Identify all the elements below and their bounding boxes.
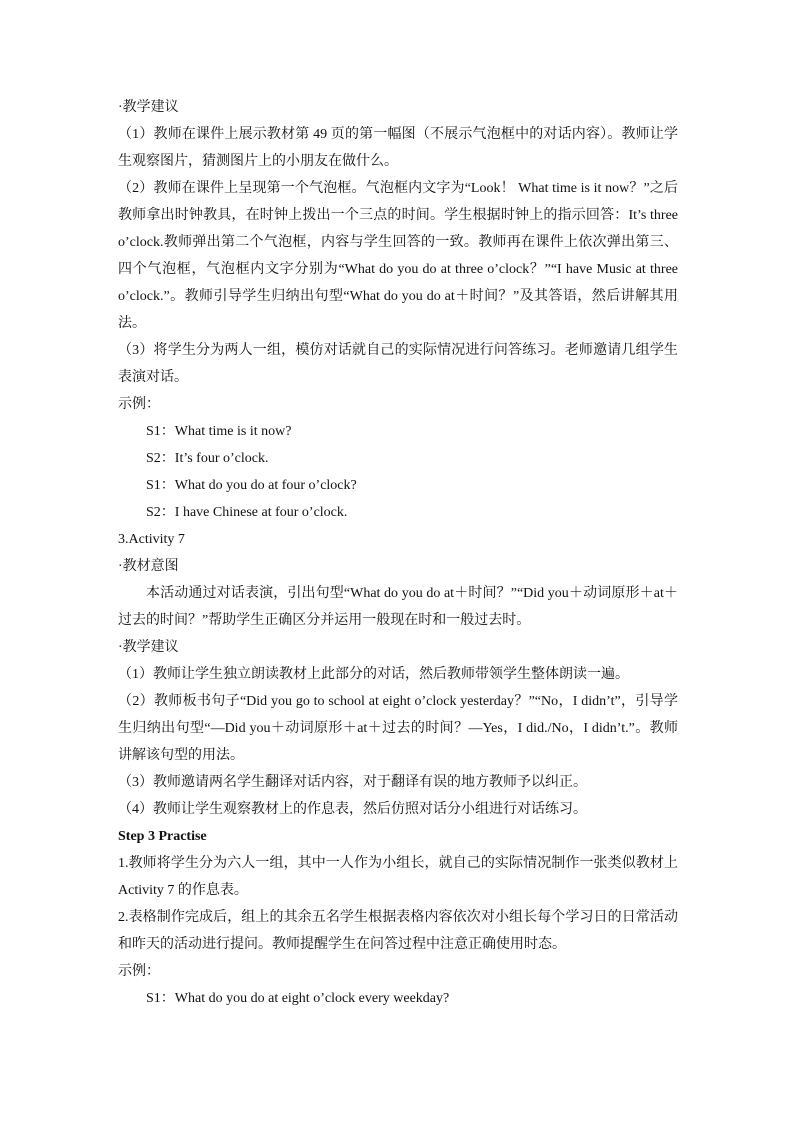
- paragraph: （3）教师邀请两名学生翻译对话内容，对于翻译有误的地方教师予以纠正。: [118, 775, 587, 790]
- section-heading: ·教学建议: [118, 640, 179, 655]
- paragraph: （4）教师让学生观察教材上的作息表，然后仿照对话分小组进行对话练习。: [118, 802, 587, 817]
- example-label: 示例：: [118, 964, 160, 979]
- paragraph: （2）教师在课件上呈现第一个气泡框。气泡框内文字为“Look！ What time is it now？”之后教师拿出时钟教具，在时钟上拨出一个三点的时间。学生根据时钟上的指示回答：It’s three o’clock.教师弹出第二个气泡框，内容与学生回答的一致。教师再在课件上依次弹出第三、四个气泡框，气泡框内文字分别为“What do you do at three o’clock？”“I have Music at three o’clock.”。教师引导学生归纳出句型“What do you do at＋时间？”及其答语，然后讲解其用法。: [118, 181, 678, 331]
- dialogue-line: S1：What do you do at four o’clock?: [146, 478, 357, 493]
- dialogue-line: S1：What do you do at eight o’clock every weekday?: [146, 991, 450, 1006]
- document-body: [118, 94, 678, 1012]
- example-label: 示例：: [118, 397, 160, 412]
- paragraph: （3）将学生分为两人一组，模仿对话就自己的实际情况进行问答练习。老师邀请几组学生表演对话。: [118, 343, 678, 385]
- section-heading: ·教材意图: [118, 559, 179, 574]
- dialogue-line: S1：What time is it now?: [146, 424, 292, 439]
- activity-heading: 3.Activity 7: [118, 532, 185, 547]
- paragraph: 本活动通过对话表演，引出句型“What do you do at＋时间？”“Did you＋动词原形＋at＋过去的时间？”帮助学生正确区分并运用一般现在时和一般过去时。: [118, 586, 678, 628]
- paragraph: （2）教师板书句子“Did you go to school at eight o’clock yesterday？”“No，I didn’t”，引导学生归纳出句型“—Did you＋动词原形＋at＋过去的时间？—Yes，I did./No，I didn’t.”。教师讲解该句型的用法。: [118, 694, 678, 763]
- paragraph: （1）教师让学生独立朗读教材上此部分的对话，然后教师带领学生整体朗读一遍。: [118, 667, 629, 682]
- dialogue-line: S2：I have Chinese at four o’clock.: [146, 505, 348, 520]
- paragraph: 2.表格制作完成后，组上的其余五名学生根据表格内容依次对小组长每个学习日的日常活动和昨天的活动进行提问。教师提醒学生在问答过程中注意正确使用时态。: [118, 910, 678, 952]
- dialogue-line: S2：It’s four o’clock.: [146, 451, 269, 466]
- paragraph: 1.教师将学生分为六人一组，其中一人作为小组长，就自己的实际情况制作一张类似教材上Activity 7 的作息表。: [118, 856, 678, 898]
- step-heading: Step 3 Practise: [118, 829, 207, 844]
- paragraph: （1）教师在课件上展示教材第 49 页的第一幅图（不展示气泡框中的对话内容）。教师让学生观察图片，猜测图片上的小朋友在做什么。: [118, 127, 678, 169]
- section-heading: ·教学建议: [118, 100, 179, 115]
